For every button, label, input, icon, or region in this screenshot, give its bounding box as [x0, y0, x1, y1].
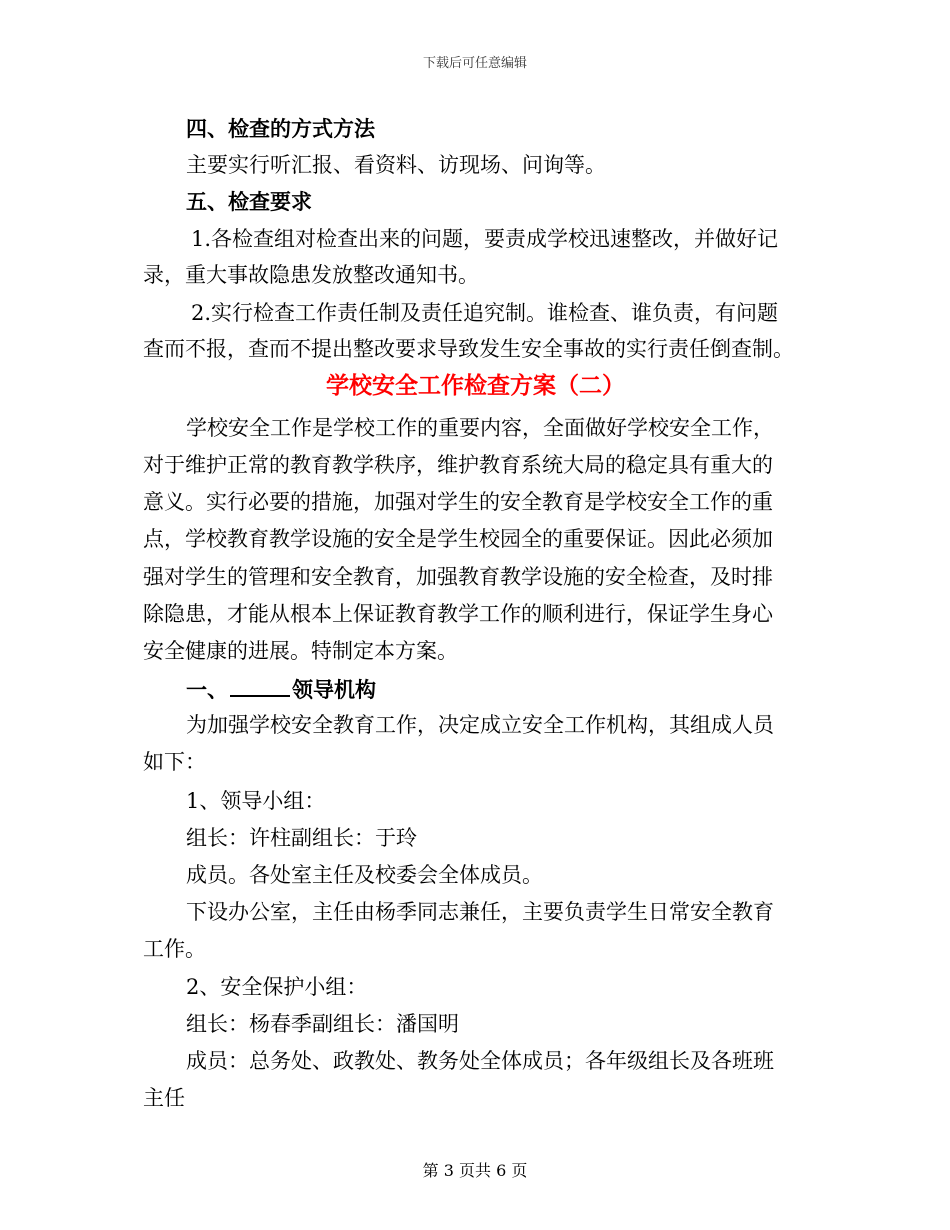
intro-line-2: 对于维护正常的教育教学秩序，维护教育系统大局的稳定具有重大的: [143, 453, 773, 477]
requirement-1-line-1: 1.各检查组对检查出来的问题，要责成学校迅速整改，并做好记: [191, 227, 779, 251]
group-1-members: 成员。各处室主任及校委会全体成员。: [186, 863, 543, 887]
leadership-heading-prefix: 一、: [186, 677, 228, 702]
intro-line-7: 安全健康的进展。特制定本方案。: [143, 639, 458, 663]
section-four-body: 主要实行听汇报、看资料、访现场、问询等。: [186, 153, 606, 177]
section-four-heading: 四、检查的方式方法: [186, 116, 375, 141]
intro-line-1: 学校安全工作是学校工作的重要内容，全面做好学校安全工作，: [186, 416, 774, 440]
fill-in-blank: [230, 673, 290, 697]
section-title-two: 学校安全工作检查方案（二）: [326, 372, 625, 399]
intro-line-5: 强对学生的管理和安全教育，加强教育教学设施的安全检查，及时排: [143, 565, 773, 589]
requirement-2-line-2: 查而不报，查而不提出整改要求导致发生安全事故的实行责任倒查制。: [143, 337, 794, 361]
group-2-members-line-2: 主任: [143, 1086, 185, 1110]
leadership-intro-line-1: 为加强学校安全教育工作，决定成立安全工作机构，其组成人员: [186, 713, 774, 737]
leadership-heading-suffix: 领导机构: [292, 677, 376, 702]
group-1-office-line-2: 工作。: [143, 937, 206, 961]
requirement-2-line-1: 2.实行检查工作责任制及责任追究制。谁检查、谁负责，有问题: [191, 301, 779, 325]
group-2-heading: 2、安全保护小组：: [186, 975, 368, 999]
leadership-intro-line-2: 如下：: [143, 750, 206, 774]
leadership-heading: [186, 673, 808, 705]
group-1-leaders: 组长：许柱副组长：于玲: [186, 826, 417, 850]
intro-line-6: 除隐患，才能从根本上保证教育教学工作的顺利进行，保证学生身心: [143, 602, 773, 626]
intro-line-4: 点，学校教育教学设施的安全是学生校园全的重要保证。因此必须加: [143, 527, 773, 551]
requirement-1-line-2: 录，重大事故隐患发放整改通知书。: [143, 263, 479, 287]
group-1-heading: 1、领导小组：: [186, 789, 326, 813]
group-2-members-line-1: 成员：总务处、政教处、教务处全体成员；各年级组长及各班班: [186, 1049, 774, 1073]
group-2-leaders: 组长：杨春季副组长：潘国明: [186, 1012, 459, 1036]
section-five-heading: 五、检查要求: [186, 189, 312, 214]
header-note: 下载后可任意编辑: [422, 56, 527, 71]
intro-line-3: 意义。实行必要的措施，加强对学生的安全教育是学校安全工作的重: [143, 490, 773, 514]
group-1-office-line-1: 下设办公室，主任由杨季同志兼任，主要负责学生日常安全教育: [186, 900, 774, 924]
page-number: 第 3 页共 6 页: [422, 1161, 528, 1180]
